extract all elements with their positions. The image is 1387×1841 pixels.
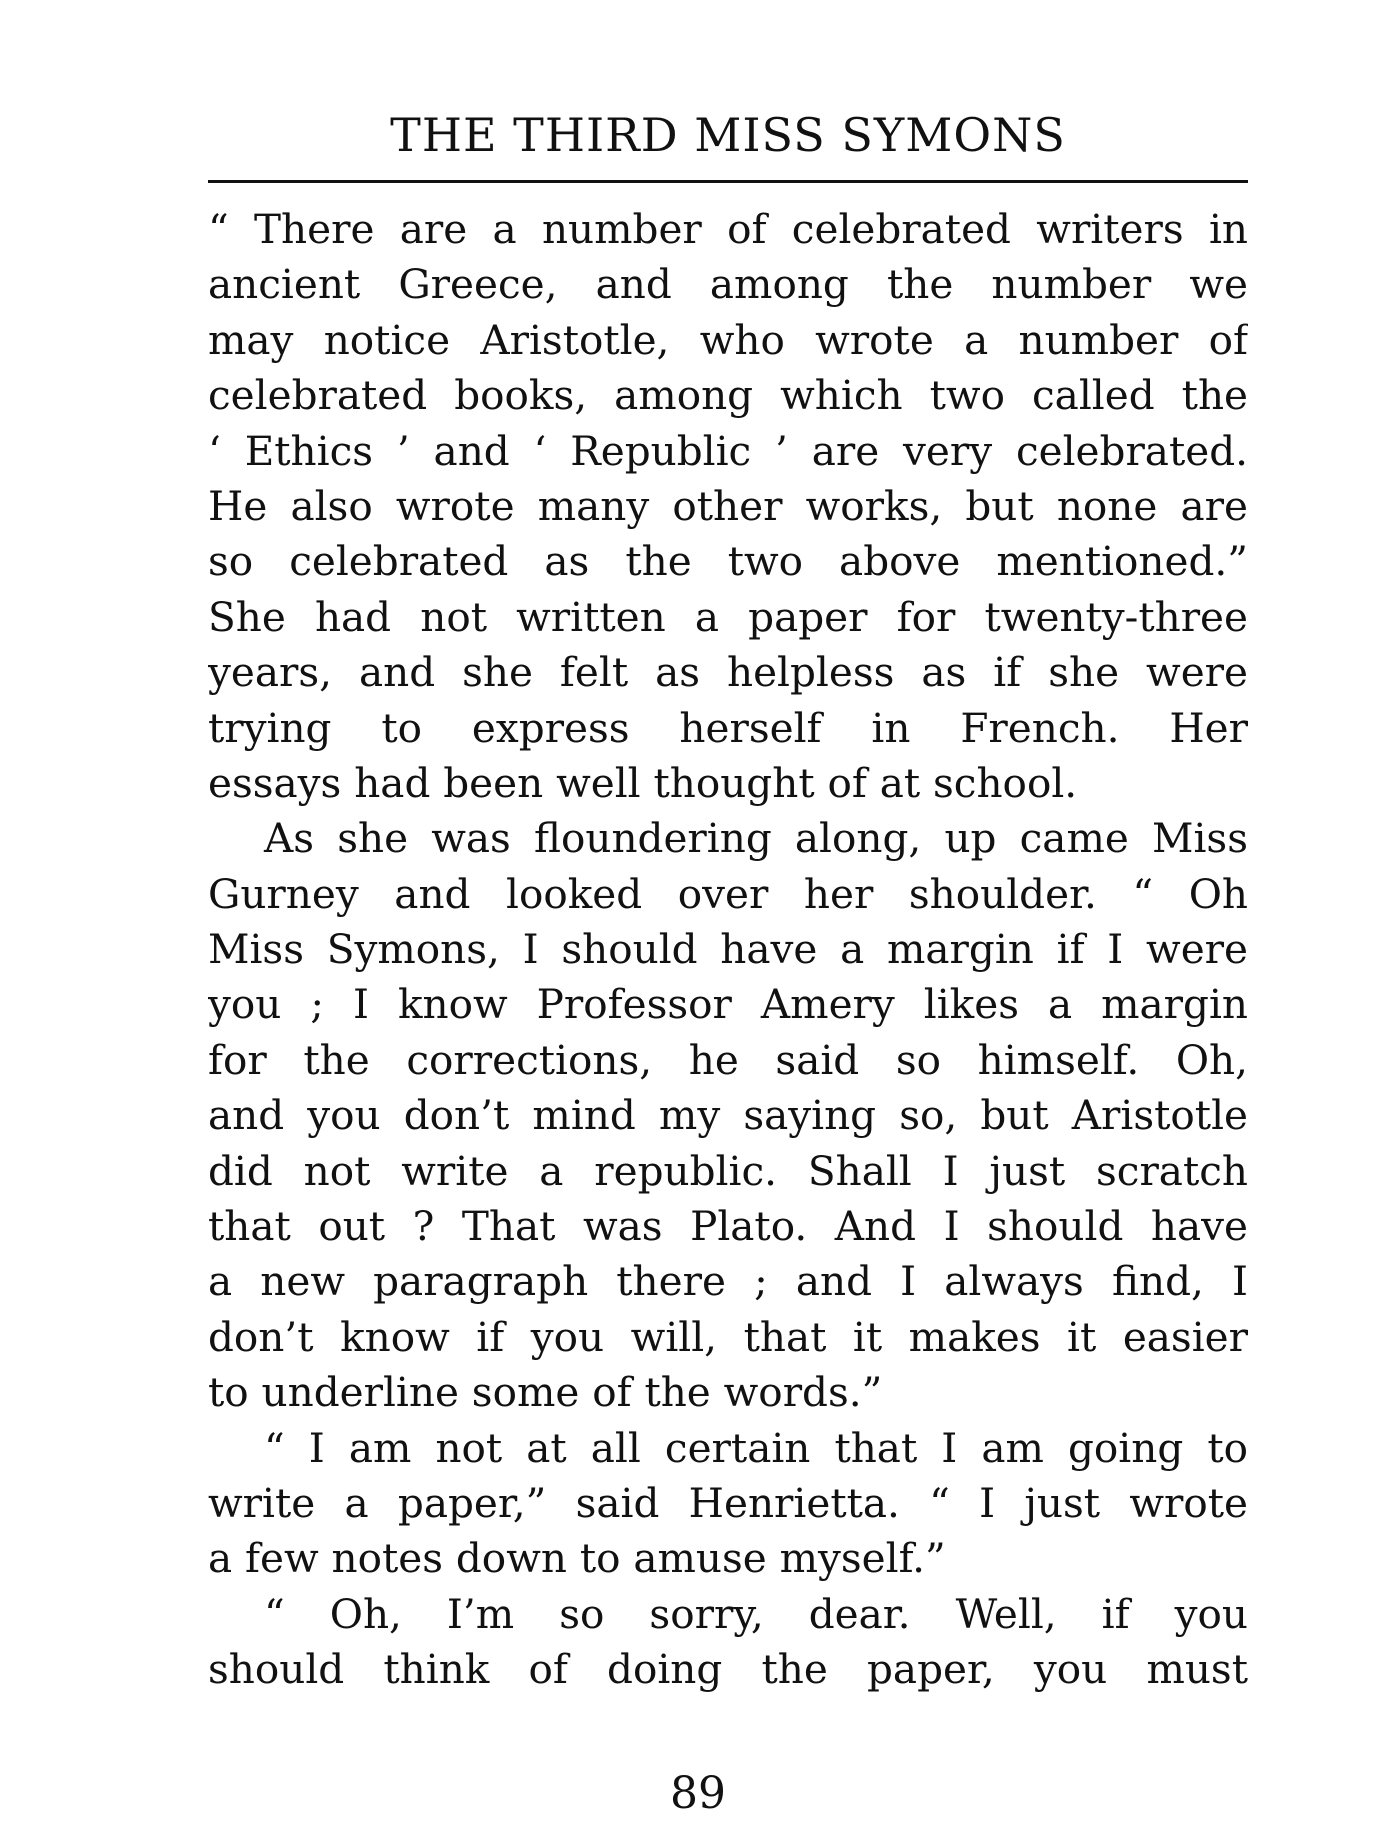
running-head: THE THIRD MISS SYMONS — [390, 108, 1066, 162]
text-line: Miss Symons, I should have a margin if I were — [208, 925, 1248, 974]
text-line: may notice Aristotle, who wrote a number of — [208, 315, 1248, 364]
paragraph-first-line: As she was floundering along, up came Miss — [264, 814, 1248, 863]
text-line: a few notes down to amuse myself.” — [208, 1534, 946, 1583]
header-rule — [208, 180, 1248, 183]
text-line: should think of doing the paper, you must — [208, 1645, 1248, 1694]
text-line: for the corrections, he said so himself. Oh, — [208, 1035, 1248, 1084]
paragraph-first-line: “ Oh, I’m so sorry, dear. Well, if you — [264, 1589, 1248, 1638]
page-number: 89 — [670, 1768, 726, 1819]
text-line: so celebrated as the two above mentioned.” — [208, 537, 1248, 586]
text-line: don’t know if you will, that it makes it easier — [208, 1312, 1248, 1361]
body-text — [208, 202, 1248, 1698]
text-line: write a paper,” said Henrietta. “ I just wrote — [208, 1478, 1248, 1527]
text-line: to underline some of the words.” — [208, 1368, 883, 1417]
paragraph-first-line: “ I am not at all certain that I am going to — [264, 1423, 1248, 1472]
text-line: Gurney and looked over her shoulder. “ Oh — [208, 869, 1248, 918]
text-line: a new paragraph there ; and I always find, I — [208, 1257, 1248, 1306]
text-line: that out ? That was Plato. And I should have — [208, 1202, 1248, 1251]
text-line: and you don’t mind my saying so, but Aristotle — [208, 1091, 1248, 1140]
text-line: celebrated books, among which two called the — [208, 371, 1248, 420]
text-line: “ There are a number of celebrated writers in — [208, 205, 1248, 253]
text-line: ‘ Ethics ’ and ‘ Republic ’ are very celebrated. — [208, 426, 1248, 475]
text-line: ancient Greece, and among the number we — [208, 260, 1248, 309]
text-line: trying to express herself in French. Her — [208, 703, 1248, 752]
text-line: years, and she felt as helpless as if she were — [208, 648, 1248, 697]
text-line: She had not written a paper for twenty-three — [208, 592, 1248, 641]
text-line: essays had been well thought of at school. — [208, 758, 1078, 807]
text-line: you ; I know Professor Amery likes a margin — [208, 980, 1248, 1029]
text-line: did not write a republic. Shall I just scratch — [208, 1146, 1248, 1195]
text-line: He also wrote many other works, but none are — [208, 481, 1248, 530]
